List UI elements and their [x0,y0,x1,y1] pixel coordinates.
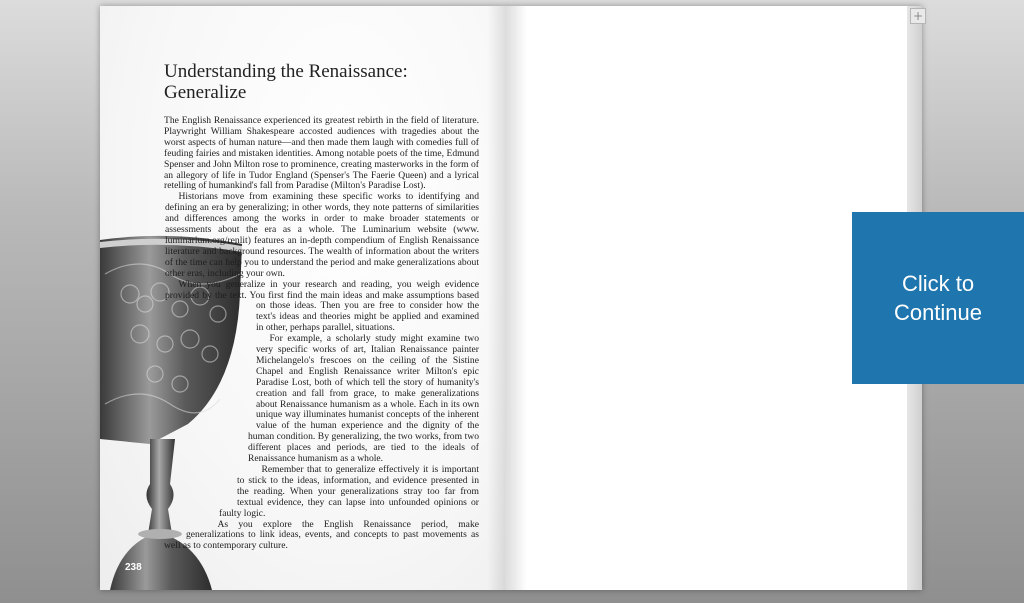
paragraph-3: When you generalize in your research and reading, you weigh evidence provided by the text. You first find the main ideas and make assumptions based on those ideas. Then you are free to consider how the text's ideas and theories might be applied and examined in other, perhaps parallel, situations. [165,278,479,334]
paragraph-6: As you explore the English Renaissance period, make generalizations to link ideas, events, and concepts to past movements as well as to contemporary culture. [164,518,479,552]
article-body [164,116,479,552]
continue-button[interactable] [852,212,1024,384]
page-number: 238 [125,562,142,573]
continue-button-label: Click to Continue [893,271,983,325]
title-line-2: Generalize [164,82,247,103]
paragraph-1: The English Renaissance experienced its greatest rebirth in the field of literature. Playwright William Shakespeare accosted audiences with tragedies about the worst aspects of human nature—and then made them laugh with comedies full of feuding fairies and mistaken identities. Among notable poets of the time, Edmund Spenser and John Milton rose to prominence, creating masterworks in the form of an allegory of life in Tudor England (Spenser's The Faerie Queen) and a lyrical retelling of humankind's fall from Paradise (Milton's Paradise Lost). [164,115,479,192]
title-line-1: Understanding the Renaissance: [164,61,408,82]
paragraph-5: Remember that to generalize effectively it is important to stick to the ideas, information, and evidence presented in the reading. When your generalizations stray too far from textual evidence, they can lapse into unfounded opinions or faulty logic. [219,464,479,519]
page-title [164,61,464,103]
book-viewer [100,6,922,590]
paragraph-2: Historians move from examining these specific works to identifying and defining an era by generalizing; in other words, they note patterns of similarities and differences among the works in order to make broader statements or assessments about the era as a whole. The Luminarium website (www. luminarium.org/renlit) features an in-depth compendium of English Renaissance literature and background resources. The wealth of information about the writers of the time can help you to understand the period and make generalizations about other eras, including your own. [165,191,479,279]
right-page [505,6,907,590]
left-page [100,6,505,590]
paragraph-4: For example, a scholarly study might examine two very specific works of art, Italian Renaissance painter Michelangelo's frescoes on the ceiling of the Sistine Chapel and English Renaissance writer Milton's epic Paradise Lost, both of which tell the story of humanity's creation and fall from grace, to make generalizations about Renaissance humanism as a whole. Each in its own unique way illuminates humanist concepts of the inherent value of the human experience and the dignity of the human condition. By generalizing, the two works, from two different places and periods, are tied to the ideals of Renaissance humanism as a whole. [248,333,479,465]
zoom-in-icon[interactable]: + [910,8,926,24]
